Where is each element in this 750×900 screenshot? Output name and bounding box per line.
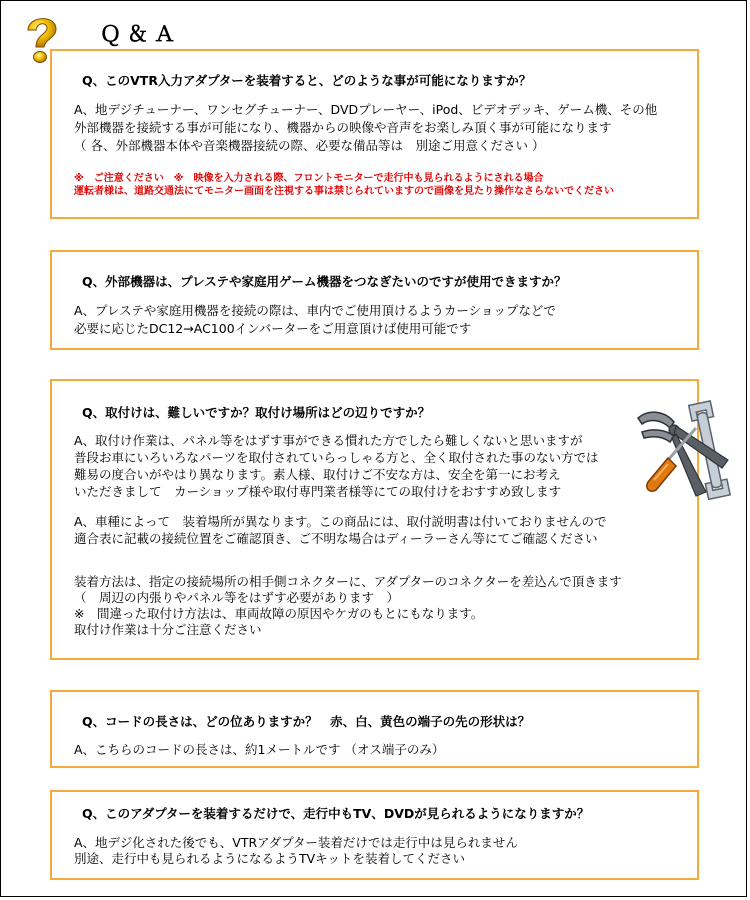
qa-box-1 — [50, 49, 699, 219]
answer-1-line-3: （ 各、外部機器本体や音楽機器接続の際、必要な備品等は 別途ご用意ください ） — [74, 138, 545, 153]
answer-3c-line-3: ※ 間違った取付け方法は、車両故障の原因やケガのもとにもなります。 — [74, 606, 484, 621]
answer-3c-line-1: 装着方法は、指定の接続場所の相手側コネクターに、アダプターのコネクターを差込んで頂きます — [74, 574, 622, 589]
answer-3-line-3: 難易の度合いがやはり異なります。素人様、取付けご不安な方は、安全を第一にお考え — [74, 467, 561, 482]
answer-4-line-1: A、こちらのコードの長さは、約1メートルです （オス端子のみ） — [74, 742, 445, 757]
answer-5-line-1: A、地デジ化された後でも、VTRアダプター装着だけでは走行中は見られません — [74, 835, 518, 850]
qa-box-4 — [50, 690, 699, 768]
answer-5-line-2: 別途、走行中も見られるようになるようTVキットを装着してください — [74, 851, 465, 866]
qa-box-3 — [50, 379, 699, 660]
question-1: Q、このVTR入力アダプターを装着すると、どのような事が可能になりますか？ — [82, 73, 532, 88]
answer-3b-line-1: A、車種によって 装着場所が異なります。この商品には、取付説明書は付いておりませんので — [74, 514, 607, 529]
question-2: Q、外部機器は、プレステや家庭用ゲーム機器をつなぎたいのですが使用できますか？ — [82, 274, 567, 289]
warning-line-1: ※ ご注意ください ※ 映像を入力される際、フロントモニターで走行中も見られるようにされる場合 — [74, 173, 544, 184]
question-5: Q、このアダプターを装着するだけで、走行中もTV、DVDが見られるようになりますか？ — [82, 806, 590, 821]
answer-3c-line-4: 取付け作業は十分ご注意ください — [74, 622, 262, 637]
qa-box-5 — [50, 790, 699, 880]
answer-2-line-2: 必要に応じたDC12→AC100インバーターをご用意頂けば使用可能です — [74, 321, 472, 336]
tools-icon — [632, 398, 736, 502]
warning-line-2: 運転者様は、道路交通法にてモニター画面を注視する事は禁じられていますので画像を見たり操作なさらないでください — [74, 186, 614, 197]
answer-3-line-2: 普段お車にいろいろなパーツを取付されていらっしゃる方と、全く取付された事のない方では — [74, 450, 599, 465]
answer-3c-line-2: （ 周辺の内張りやパネル等をはずす必要があります ） — [74, 590, 400, 605]
question-3: Q、取付けは、難しいですか？取付け場所はどの辺りですか？ — [82, 405, 431, 420]
answer-3-line-4: いただきまして カーショップ様や取付専門業者様等にての取付けをおすすめ致します — [74, 484, 562, 499]
qa-box-2 — [50, 250, 699, 350]
question-4: Q、コードの長さは、どの位ありますか？ 赤、白、黄色の端子の先の形状は？ — [82, 714, 531, 729]
page-title: Ｑ＆Ａ — [100, 22, 181, 46]
answer-1-line-1: A、地デジチューナー、ワンセグチューナー、DVDプレーヤー、iPod、ビデオデッキ、ゲーム機、その他 — [74, 102, 658, 117]
answer-3b-line-2: 適合表に記載の接続位置をご確認頂き、ご不明な場合はディーラーさん等にてご確認ください — [74, 531, 598, 546]
answer-2-line-1: A、プレステや家庭用機器を接続の際は、車内でご使用頂けるようカーショップなどで — [74, 303, 556, 318]
answer-3-line-1: A、取付け作業は、パネル等をはずす事ができる慣れた方でしたら難しくないと思いますが — [74, 433, 583, 448]
answer-1-line-2: 外部機器を接続する事が可能になり、機器からの映像や音声をお楽しみ頂く事が可能になります — [74, 120, 612, 135]
